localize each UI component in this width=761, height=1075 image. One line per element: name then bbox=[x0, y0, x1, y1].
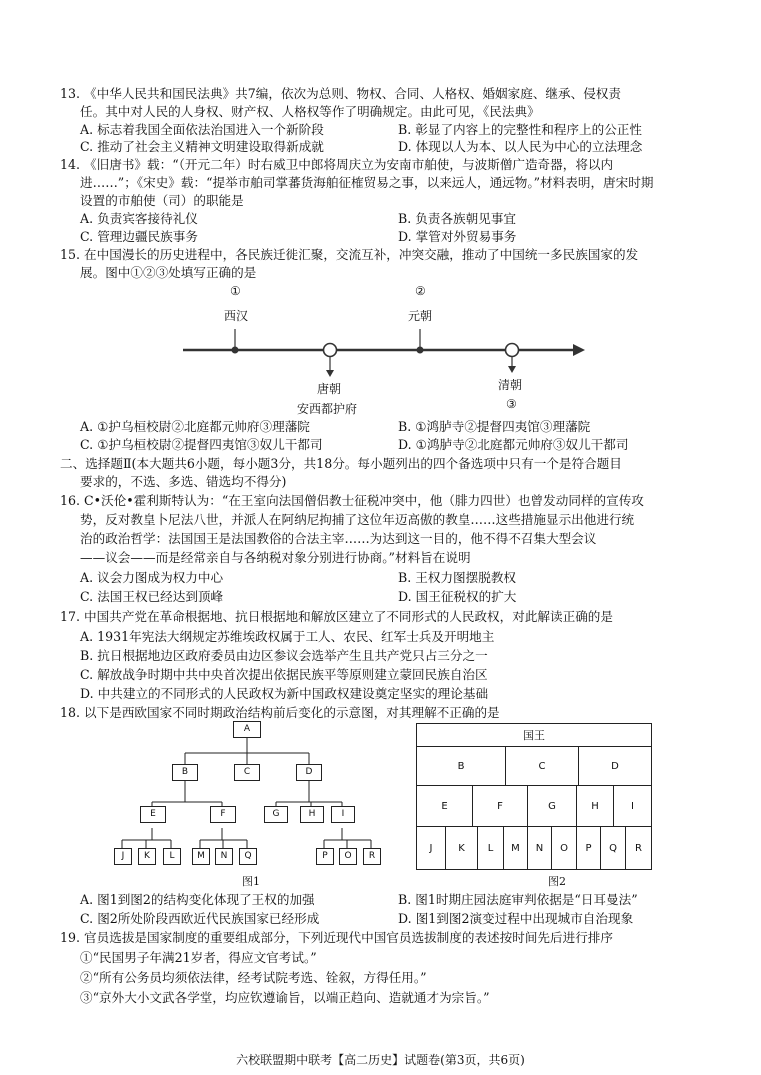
q18-option-a[interactable]: A. 图1到图2的结构变化体现了王权的加强 bbox=[80, 892, 315, 907]
q16-option-a[interactable]: A. 议会力图成为权力中心 bbox=[80, 570, 224, 585]
q17-option-b[interactable]: B. 抗日根据地边区政府委员由边区参议会选举产生且共产党只占三分之一 bbox=[80, 648, 488, 663]
fig2-caption: 图2 bbox=[548, 875, 566, 888]
fig2-cell-i: I bbox=[613, 785, 652, 827]
fig2-cell-c: C bbox=[505, 746, 579, 786]
fig1-node-c: C bbox=[234, 764, 260, 781]
timeline-marker-1: ① bbox=[230, 284, 241, 298]
timeline-figure bbox=[175, 282, 595, 417]
q14-option-d[interactable]: D. 掌管对外贸易事务 bbox=[398, 229, 517, 244]
fig1-node-b: B bbox=[172, 764, 198, 781]
fig1-node-a: A bbox=[233, 721, 261, 738]
q13-option-a[interactable]: A. 标志着我国全面依法治国进入一个新阶段 bbox=[80, 122, 324, 137]
fig2-cell-q: Q bbox=[600, 826, 626, 870]
fig1-node-j: J bbox=[114, 848, 132, 865]
fig2-cell-e: E bbox=[416, 785, 473, 827]
q15-option-b[interactable]: B. ①鸿胪寺②提督四夷馆③理藩院 bbox=[398, 419, 591, 434]
fig2-cell-m: M bbox=[503, 826, 528, 870]
fig1-node-r: R bbox=[363, 848, 381, 865]
q14-option-b[interactable]: B. 负责各族朝见事宜 bbox=[398, 211, 517, 226]
q18-option-d[interactable]: D. 图1到图2演变过程中出现城市自治现象 bbox=[398, 911, 634, 926]
timeline-node-tang bbox=[324, 344, 337, 357]
q15-stem-line1: 15. 在中国漫长的历史进程中，各民族迁徙汇聚，交流互补，冲突交融，推动了中国统一多民族国家的发 bbox=[60, 247, 639, 262]
timeline-arrowhead bbox=[573, 344, 585, 356]
q13-option-d[interactable]: D. 体现以人为本、以人民为中心的立法理念 bbox=[398, 139, 643, 154]
fig1-node-d: D bbox=[296, 764, 322, 781]
q15-stem-line2: 展。图中①②③处填写正确的是 bbox=[80, 265, 257, 280]
fig1-connectors bbox=[110, 720, 390, 868]
fig1-node-m: M bbox=[192, 848, 210, 865]
fig2-cell-l: L bbox=[477, 826, 504, 870]
fig1-node-q: Q bbox=[239, 848, 257, 865]
fig2-cell-d: D bbox=[578, 746, 652, 786]
fig1-node-l: L bbox=[163, 848, 181, 865]
q16-option-b[interactable]: B. 王权力图摆脱教权 bbox=[398, 570, 517, 585]
timeline-marker-3: ③ bbox=[506, 397, 517, 411]
q14-option-a[interactable]: A. 负责宾客接待礼仪 bbox=[80, 211, 198, 226]
section2-header-line1: 二、选择题Ⅱ(本大题共6小题，每小题3分，共18分。每小题列出的四个备选项中只有一个是符合题目 bbox=[60, 456, 622, 471]
fig1-caption: 图1 bbox=[242, 875, 260, 888]
fig1-node-g: G bbox=[264, 806, 288, 823]
fig2-cell-n: N bbox=[527, 826, 552, 870]
q15-option-a[interactable]: A. ①护乌桓校尉②北庭都元帅府③理藩院 bbox=[80, 419, 310, 434]
fig2-cell-j: J bbox=[416, 826, 446, 870]
timeline-label-tang: 唐朝 bbox=[317, 382, 342, 396]
q13-option-b[interactable]: B. 彰显了内容上的完整性和程序上的公正性 bbox=[398, 122, 642, 137]
q18-option-c[interactable]: C. 图2所处阶段西欧近代民族国家已经形成 bbox=[80, 911, 320, 926]
q17-option-c[interactable]: C. 解放战争时期中共中央首次提出依据民族平等原则建立蒙回民族自治区 bbox=[80, 667, 488, 682]
fig2-king-cell: 国王 bbox=[416, 723, 652, 747]
fig1-node-e: E bbox=[140, 806, 166, 823]
q18-stem-line1: 18. 以下是西欧国家不同时期政治结构前后变化的示意图，对其理解不正确的是 bbox=[60, 705, 500, 720]
q15-option-c[interactable]: C. ①护乌桓校尉②提督四夷馆③奴儿干都司 bbox=[80, 437, 323, 452]
section2-header-line2: 要求的，不选、多选、错选均不得分) bbox=[80, 474, 287, 489]
q19-item-3: ③“京外大小文武各学堂，均应钦遵谕旨，以端正趋向、造就通才为宗旨。” bbox=[80, 990, 490, 1005]
timeline-node-xihan bbox=[232, 347, 239, 354]
fig2-cell-p: P bbox=[576, 826, 601, 870]
fig1-node-i: I bbox=[331, 806, 355, 823]
timeline-label-anxi: 安西都护府 bbox=[297, 402, 358, 416]
q16-option-d[interactable]: D. 国王征税权的扩大 bbox=[398, 589, 517, 604]
fig2-cell-f: F bbox=[472, 785, 528, 827]
q19-stem-line1: 19. 官员选拔是国家制度的重要组成部分，下列近现代中国官员选拔制度的表述按时间先后进行排序 bbox=[60, 930, 613, 945]
timeline-node-yuan bbox=[417, 347, 424, 354]
q13-stem-line2: 任。其中对人民的人身权、财产权、人格权等作了明确规定。由此可见，《民法典》 bbox=[80, 104, 540, 119]
timeline-label-qing: 清朝 bbox=[498, 378, 523, 392]
timeline-label-yuan: 元朝 bbox=[408, 309, 433, 323]
fig1-node-k: K bbox=[138, 848, 156, 865]
q16-stem-line3: 治的政治哲学：法国国王是法国教俗的合法主宰……为达到这一目的，他不得不召集大型会议 bbox=[80, 531, 597, 546]
fig1-node-o: O bbox=[339, 848, 357, 865]
q19-item-1: ①“民国男子年满21岁者，得应文官考试。” bbox=[80, 950, 317, 965]
q15-option-d[interactable]: D. ①鸿胪寺②北庭都元帅府③奴儿干都司 bbox=[398, 437, 629, 452]
fig2-cell-k: K bbox=[445, 826, 478, 870]
fig2-cell-g: G bbox=[527, 785, 577, 827]
timeline-node-qing bbox=[506, 344, 519, 357]
fig1-node-p: P bbox=[316, 848, 334, 865]
q16-option-c[interactable]: C. 法国王权已经达到顶峰 bbox=[80, 589, 224, 604]
q14-stem-line3: 设置的市舶使（司）的职能是 bbox=[80, 193, 244, 208]
fig1-node-f: F bbox=[210, 806, 236, 823]
q17-option-d[interactable]: D. 中共建立的不同形式的人民政权为新中国政权建设奠定坚实的理论基础 bbox=[80, 686, 489, 701]
q16-stem-line1: 16. C•沃伦•霍利斯特认为：“在王室向法国僧侣教士征税冲突中，他（腓力四世）也曾发动同样的宣传攻 bbox=[60, 493, 644, 508]
q17-stem-line1: 17. 中国共产党在革命根据地、抗日根据地和解放区建立了不同形式的人民政权，对此解读正确的是 bbox=[60, 609, 613, 624]
fig2-cell-b: B bbox=[416, 746, 506, 786]
q14-stem-line2: 进……”；《宋史》载：“提举市舶司掌蕃货海舶征榷贸易之事，以来远人，通远物。”材料表明，唐宋时期 bbox=[80, 175, 654, 190]
q16-stem-line4: ——议会——而是经常亲自与各纳税对象分别进行协商。”材料旨在说明 bbox=[80, 550, 471, 565]
timeline-label-xihan: 西汉 bbox=[224, 309, 249, 323]
q13-option-c[interactable]: C. 推动了社会主义精神文明建设取得新成就 bbox=[80, 139, 324, 154]
fig2-cell-r: R bbox=[625, 826, 652, 870]
q16-stem-line2: 势，反对教皇卜尼法八世，并派人在阿纳尼拘捕了这位年迈高傲的教皇……这些措施显示出他进行统 bbox=[80, 512, 635, 527]
q19-item-2: ②“所有公务员均须依法律，经考试院考选、铨叙，方得任用。” bbox=[80, 970, 427, 985]
fig1-node-h: H bbox=[300, 806, 324, 823]
q14-stem-line1: 14. 《旧唐书》载：“（开元二年）时右威卫中郎将周庆立为安南市舶使，与波斯僧广造奇器，将以内 bbox=[60, 157, 614, 172]
fig1-node-n: N bbox=[215, 848, 233, 865]
q17-option-a[interactable]: A. 1931年宪法大纲规定苏维埃政权属于工人、农民、红军士兵及开明地主 bbox=[80, 629, 495, 644]
fig2-cell-h: H bbox=[576, 785, 614, 827]
q18-option-b[interactable]: B. 图1时期庄园法庭审判依据是“日耳曼法” bbox=[398, 892, 638, 907]
q13-stem-line1: 13. 《中华人民共和国民法典》共7编，依次为总则、物权、合同、人格权、婚姻家庭、继承、侵权责 bbox=[60, 86, 621, 101]
timeline-marker-2: ② bbox=[415, 284, 426, 298]
page-footer: 六校联盟期中联考【高二历史】试题卷(第3页，共6页) bbox=[236, 1053, 525, 1067]
fig2-cell-o: O bbox=[551, 826, 577, 870]
q14-option-c[interactable]: C. 管理边疆民族事务 bbox=[80, 229, 198, 244]
